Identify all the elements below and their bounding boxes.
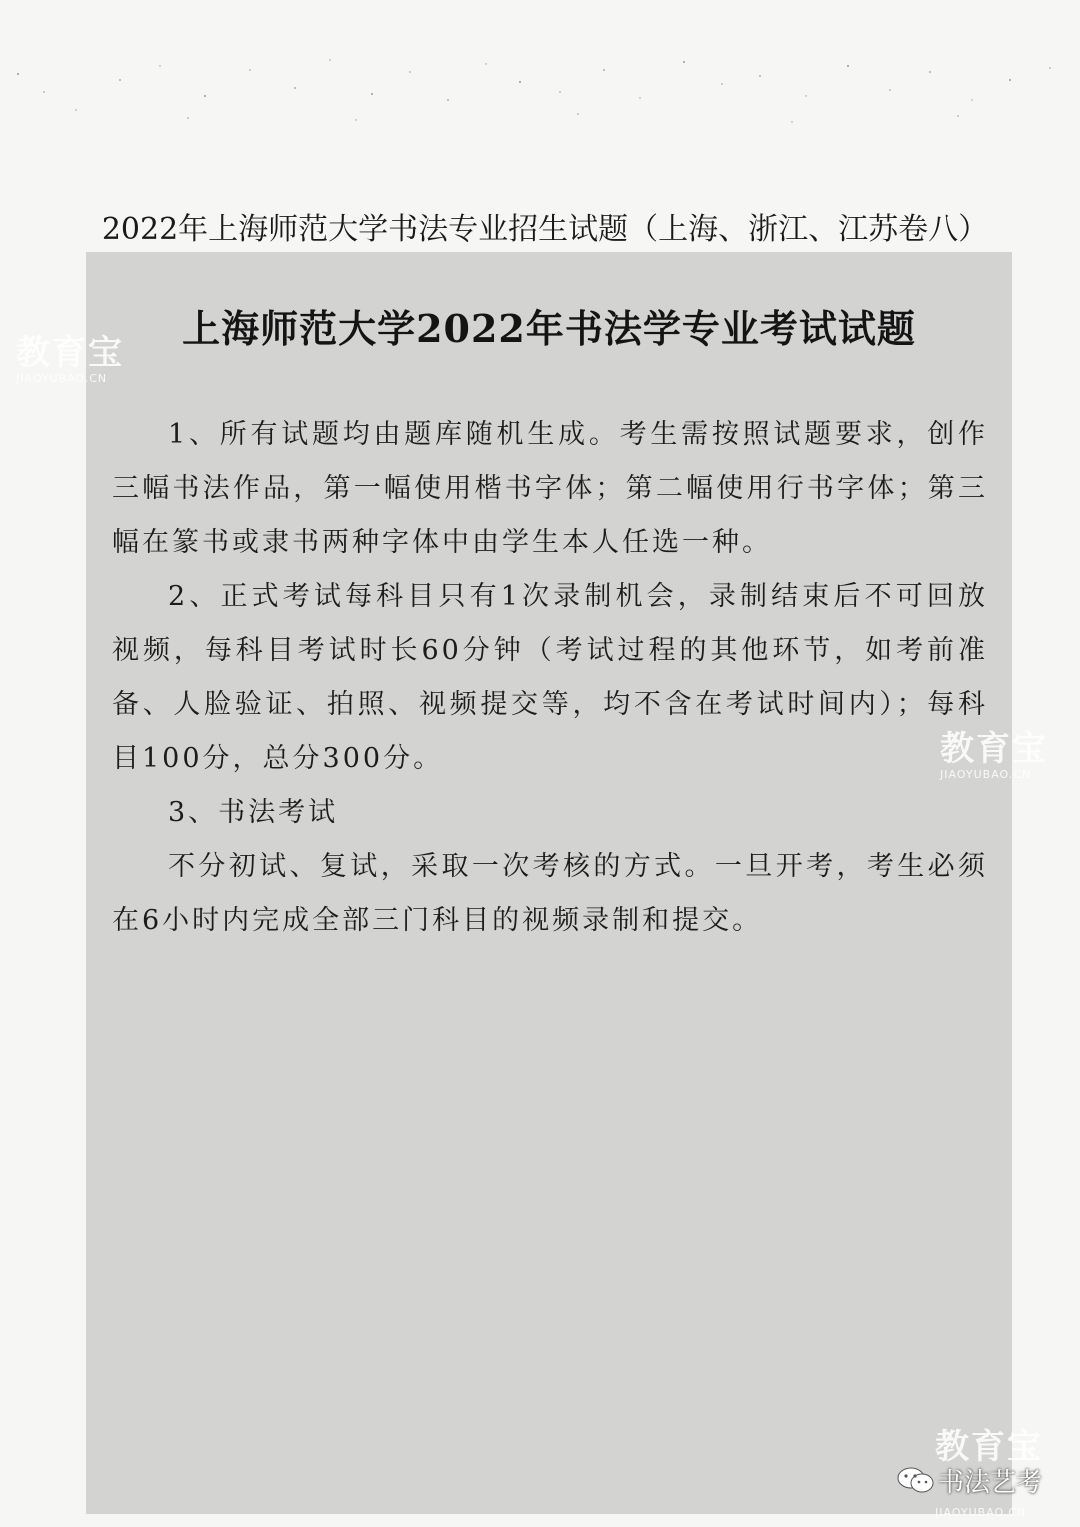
watermark-left (16, 334, 124, 386)
document-body (112, 408, 988, 948)
watermark-domain: JIAOYUBAO.CN (16, 372, 108, 385)
wechat-icon (896, 1466, 936, 1494)
paragraph: 不分初试、复试，采取一次考核的方式。一旦开考，考生必须在6小时内完成全部三门科目的视频录制和提交。 (112, 851, 988, 936)
paragraph: 2、正式考试每科目只有1次录制机会，录制结束后不可回放视频，每科目考试时长60分钟（考试过程的其他环节，如考前准备、人脸验证、拍照、视频提交等，均不含在考试时间内）；每科目100分，总分300分。 (112, 581, 988, 774)
paragraph: 1、所有试题均由题库随机生成。考生需按照试题要求，创作三幅书法作品，第一幅使用楷书字体；第二幅使用行书字体；第三幅在篆书或隶书两种字体中由学生本人任选一种。 (112, 419, 988, 558)
watermark-domain: JIAOYUBAO.CN (940, 768, 1032, 781)
outer-title: 2022年上海师范大学书法专业招生试题（上海、浙江、江苏卷八） (101, 212, 989, 247)
watermark-brand: 教育宝 (935, 1427, 1043, 1467)
document-title: 上海师范大学2022年书法学专业考试试题 (182, 306, 916, 351)
watermark-domain: JIAOYUBAO.CN (935, 1506, 1027, 1519)
watermark-brand: 教育宝 (940, 729, 1048, 769)
paragraph: 3、书法考试 (168, 797, 339, 828)
watermark-brand: 教育宝 (16, 333, 124, 373)
wechat-account-name: 书法艺考 (938, 1468, 1043, 1498)
scan-speckles (0, 0, 1080, 200)
watermark-right (940, 730, 1048, 782)
